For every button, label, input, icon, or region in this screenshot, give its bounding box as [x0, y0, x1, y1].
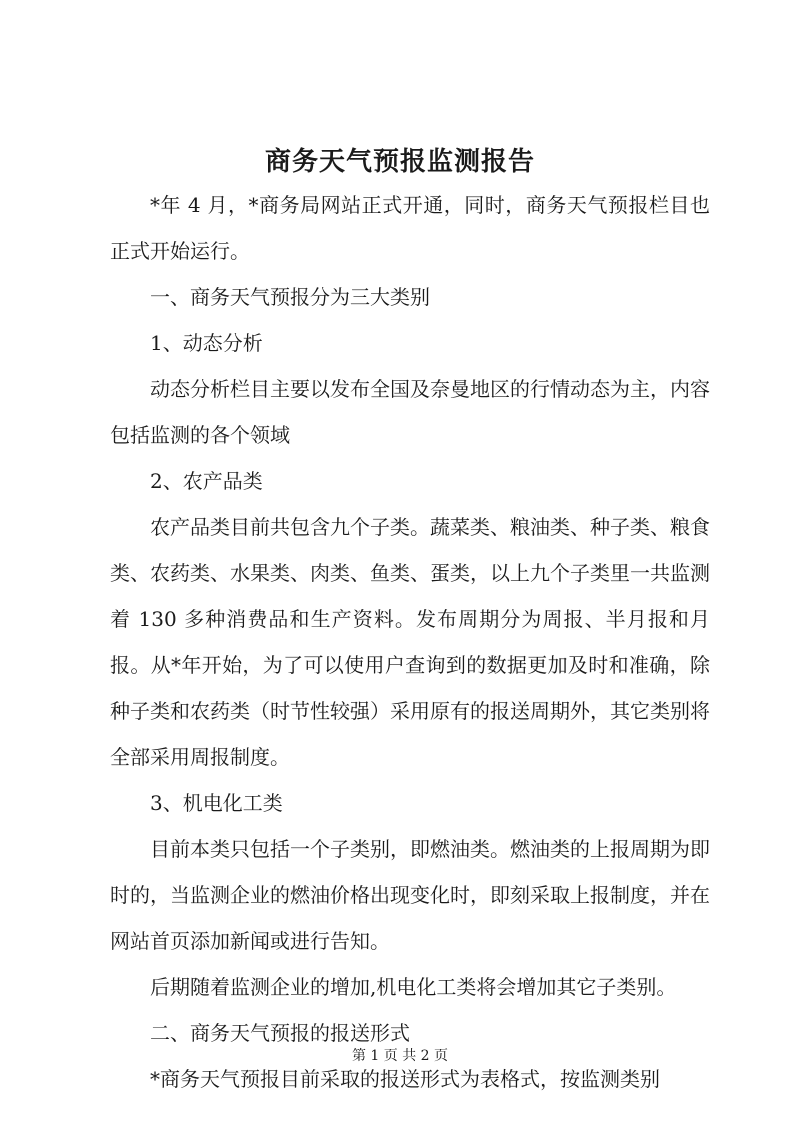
section-heading-reporting-format: 二、商务天气预报的报送形式 [150, 1021, 410, 1045]
subheading-electromechanical-chemical: 3、机电化工类 [150, 791, 283, 815]
paragraph-future-expansion: 后期随着监测企业的增加,机电化工类将会增加其它子类别。 [150, 975, 677, 999]
paragraph-reporting-format: *商务天气预报目前采取的报送形式为表格式，按监测类别 [150, 1067, 660, 1091]
paragraph-dynamic-analysis: 动态分析栏目主要以发布全国及奈曼地区的行情动态为主，内容包括监测的各个领域 [110, 377, 710, 447]
subheading-dynamic-analysis: 1、动态分析 [150, 331, 263, 355]
document-title: 商务天气预报监测报告 [264, 147, 535, 177]
section-heading-categories: 一、商务天气预报分为三大类别 [150, 285, 430, 309]
paragraph-electromechanical-chemical: 目前本类只包括一个子类别，即燃油类。燃油类的上报周期为即时的，当监测企业的燃油价格出现变化时，即刻采取上报制度，并在网站首页添加新闻或进行告知。 [110, 837, 710, 953]
document-body [110, 182, 710, 1102]
page-number-footer: 第 1 页 共 2 页 [351, 1048, 449, 1064]
subheading-agricultural-products: 2、农产品类 [150, 469, 263, 493]
paragraph-intro: *年 4 月，*商务局网站正式开通，同时，商务天气预报栏目也正式开始运行。 [110, 193, 710, 263]
paragraph-agricultural-products: 农产品类目前共包含九个子类。蔬菜类、粮油类、种子类、粮食类、农药类、水果类、肉类、鱼类、蛋类，以上九个子类里一共监测着 130 多种消费品和生产资料。发布周期分为周报、半月报和月报。从*年开始，为了可以使用户查询到的数据更加及时和准确，除种子类和农药类（时节性较强）采用原有的报送周期外，其它类别将全部采用周报制度。 [110, 515, 710, 769]
